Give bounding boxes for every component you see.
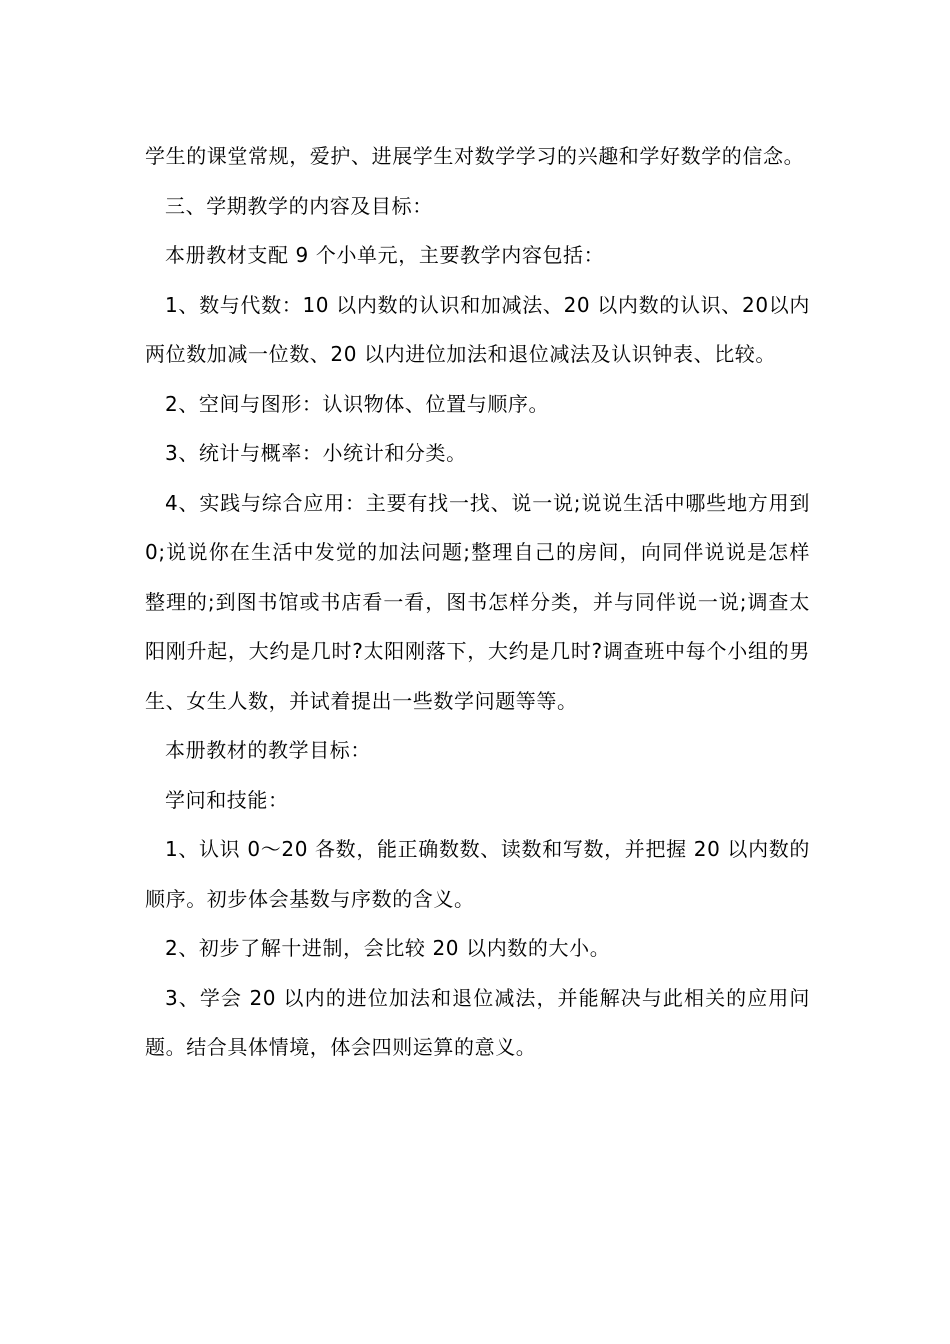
section-heading-teaching-goals: 本册教材的教学目标： xyxy=(165,738,371,762)
paragraph-textbook-units: 本册教材支配 9 个小单元，主要教学内容包括： xyxy=(165,243,605,267)
list-item-numbers-algebra: 1、数与代数：10 以内数的认识和加减法、20 以内数的认识、20以内两位数加减一位数、20 以内进位加法和退位减法及认识钟表、比较。 xyxy=(145,292,810,366)
subheading-knowledge-skills: 学问和技能： xyxy=(165,787,289,812)
list-item-goal-2: 2、初步了解十进制，会比较 20 以内数的大小。 xyxy=(165,936,611,960)
section-heading-semester-content: 三、学期教学的内容及目标： xyxy=(165,193,433,218)
list-item-space-shapes: 2、空间与图形：认识物体、位置与顺序。 xyxy=(165,391,550,416)
paragraph-classroom-routine: 学生的课堂常规，爱护、进展学生对数学学习的兴趣和学好数学的信念。 xyxy=(145,144,805,168)
list-item-practice: 4、实践与综合应用：主要有找一找、说一说;说说生活中哪些地方用到 0;说说你在生活中发觉的加法问题;整理自己的房间，向同伴说说是怎样整理的;到图书馆或书店看一看，图书怎样分类，并与同伴说一说;调查太阳刚升起，大约是几时?太阳刚落下，大约是几时?调查班中每个小组的男生、女生人数，并试着提出一些数学问题等等。 xyxy=(145,490,810,713)
list-item-statistics: 3、统计与概率：小统计和分类。 xyxy=(165,441,467,465)
list-item-goal-3: 3、学会 20 以内的进位加法和退位减法，并能解决与此相关的应用问题。结合具体情境，体会四则运算的意义。 xyxy=(145,985,810,1059)
document-body xyxy=(145,132,810,1073)
list-item-goal-1: 1、认识 0～20 各数，能正确数数、读数和写数，并把握 20 以内数的顺序。初步体会基数与序数的含义。 xyxy=(145,837,810,911)
